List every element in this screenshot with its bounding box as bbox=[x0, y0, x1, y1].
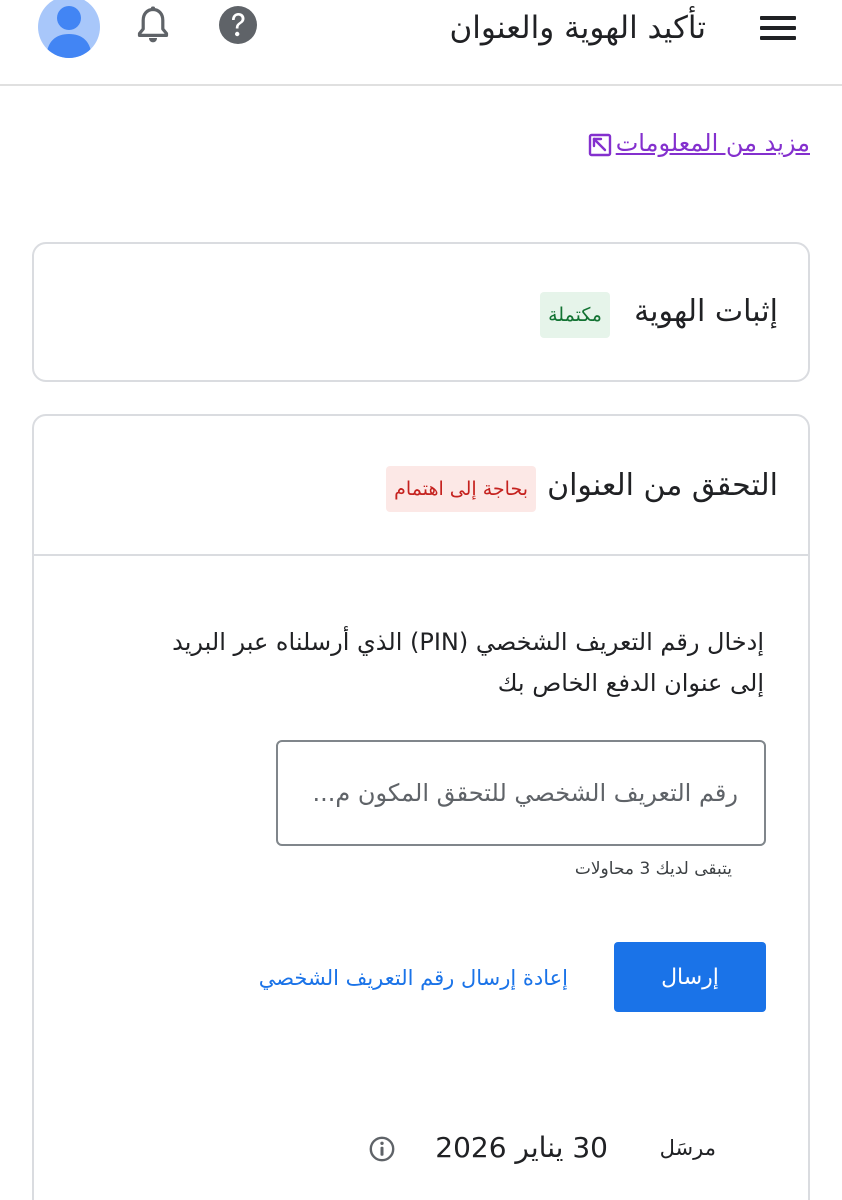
help-icon[interactable] bbox=[218, 5, 258, 45]
avatar[interactable] bbox=[38, 0, 100, 58]
external-link-icon bbox=[588, 131, 612, 155]
submit-button[interactable]: إرسال bbox=[614, 942, 766, 1012]
address-card-title: التحقق من العنوان bbox=[547, 468, 778, 503]
address-card bbox=[32, 414, 810, 1200]
more-info-link[interactable] bbox=[588, 125, 810, 161]
pin-input[interactable] bbox=[276, 740, 766, 846]
menu-bar-middle bbox=[760, 26, 796, 30]
help-icon-graphic bbox=[218, 5, 258, 45]
info-icon-graphic bbox=[368, 1135, 396, 1163]
remaining-attempts-text: يتبقى لديك 3 محاولات bbox=[574, 859, 732, 879]
menu-bar-bottom bbox=[760, 36, 796, 40]
bell-icon-graphic bbox=[134, 5, 172, 45]
menu-icon[interactable] bbox=[760, 16, 796, 40]
menu-bar-top bbox=[760, 16, 796, 20]
sent-label: مرسَل bbox=[659, 1136, 716, 1160]
card-divider bbox=[34, 554, 808, 556]
top-app-bar bbox=[0, 0, 842, 86]
status-badge-needs-attention: بحاجة إلى اهتمام bbox=[386, 466, 536, 512]
pin-instructions: إدخال رقم التعريف الشخصي (PIN) الذي أرسلناه عبر البريد إلى عنوان الدفع الخاص بك bbox=[172, 628, 764, 697]
resend-pin-link[interactable]: إعادة إرسال رقم التعريف الشخصي bbox=[258, 966, 568, 990]
more-info-label: مزيد من المعلومات bbox=[615, 129, 810, 157]
status-badge-complete: مكتملة bbox=[540, 292, 610, 338]
sent-date: 30 يناير 2026 bbox=[435, 1131, 608, 1164]
page-title: تأكيد الهوية والعنوان bbox=[449, 10, 706, 46]
sent-date-row bbox=[30, 1126, 808, 1170]
identity-card bbox=[32, 242, 810, 382]
bell-icon[interactable] bbox=[134, 5, 172, 45]
info-icon[interactable] bbox=[368, 1135, 396, 1163]
external-link-icon-graphic bbox=[588, 133, 612, 157]
identity-card-title: إثبات الهوية bbox=[634, 294, 778, 329]
user-avatar-icon bbox=[38, 0, 100, 58]
